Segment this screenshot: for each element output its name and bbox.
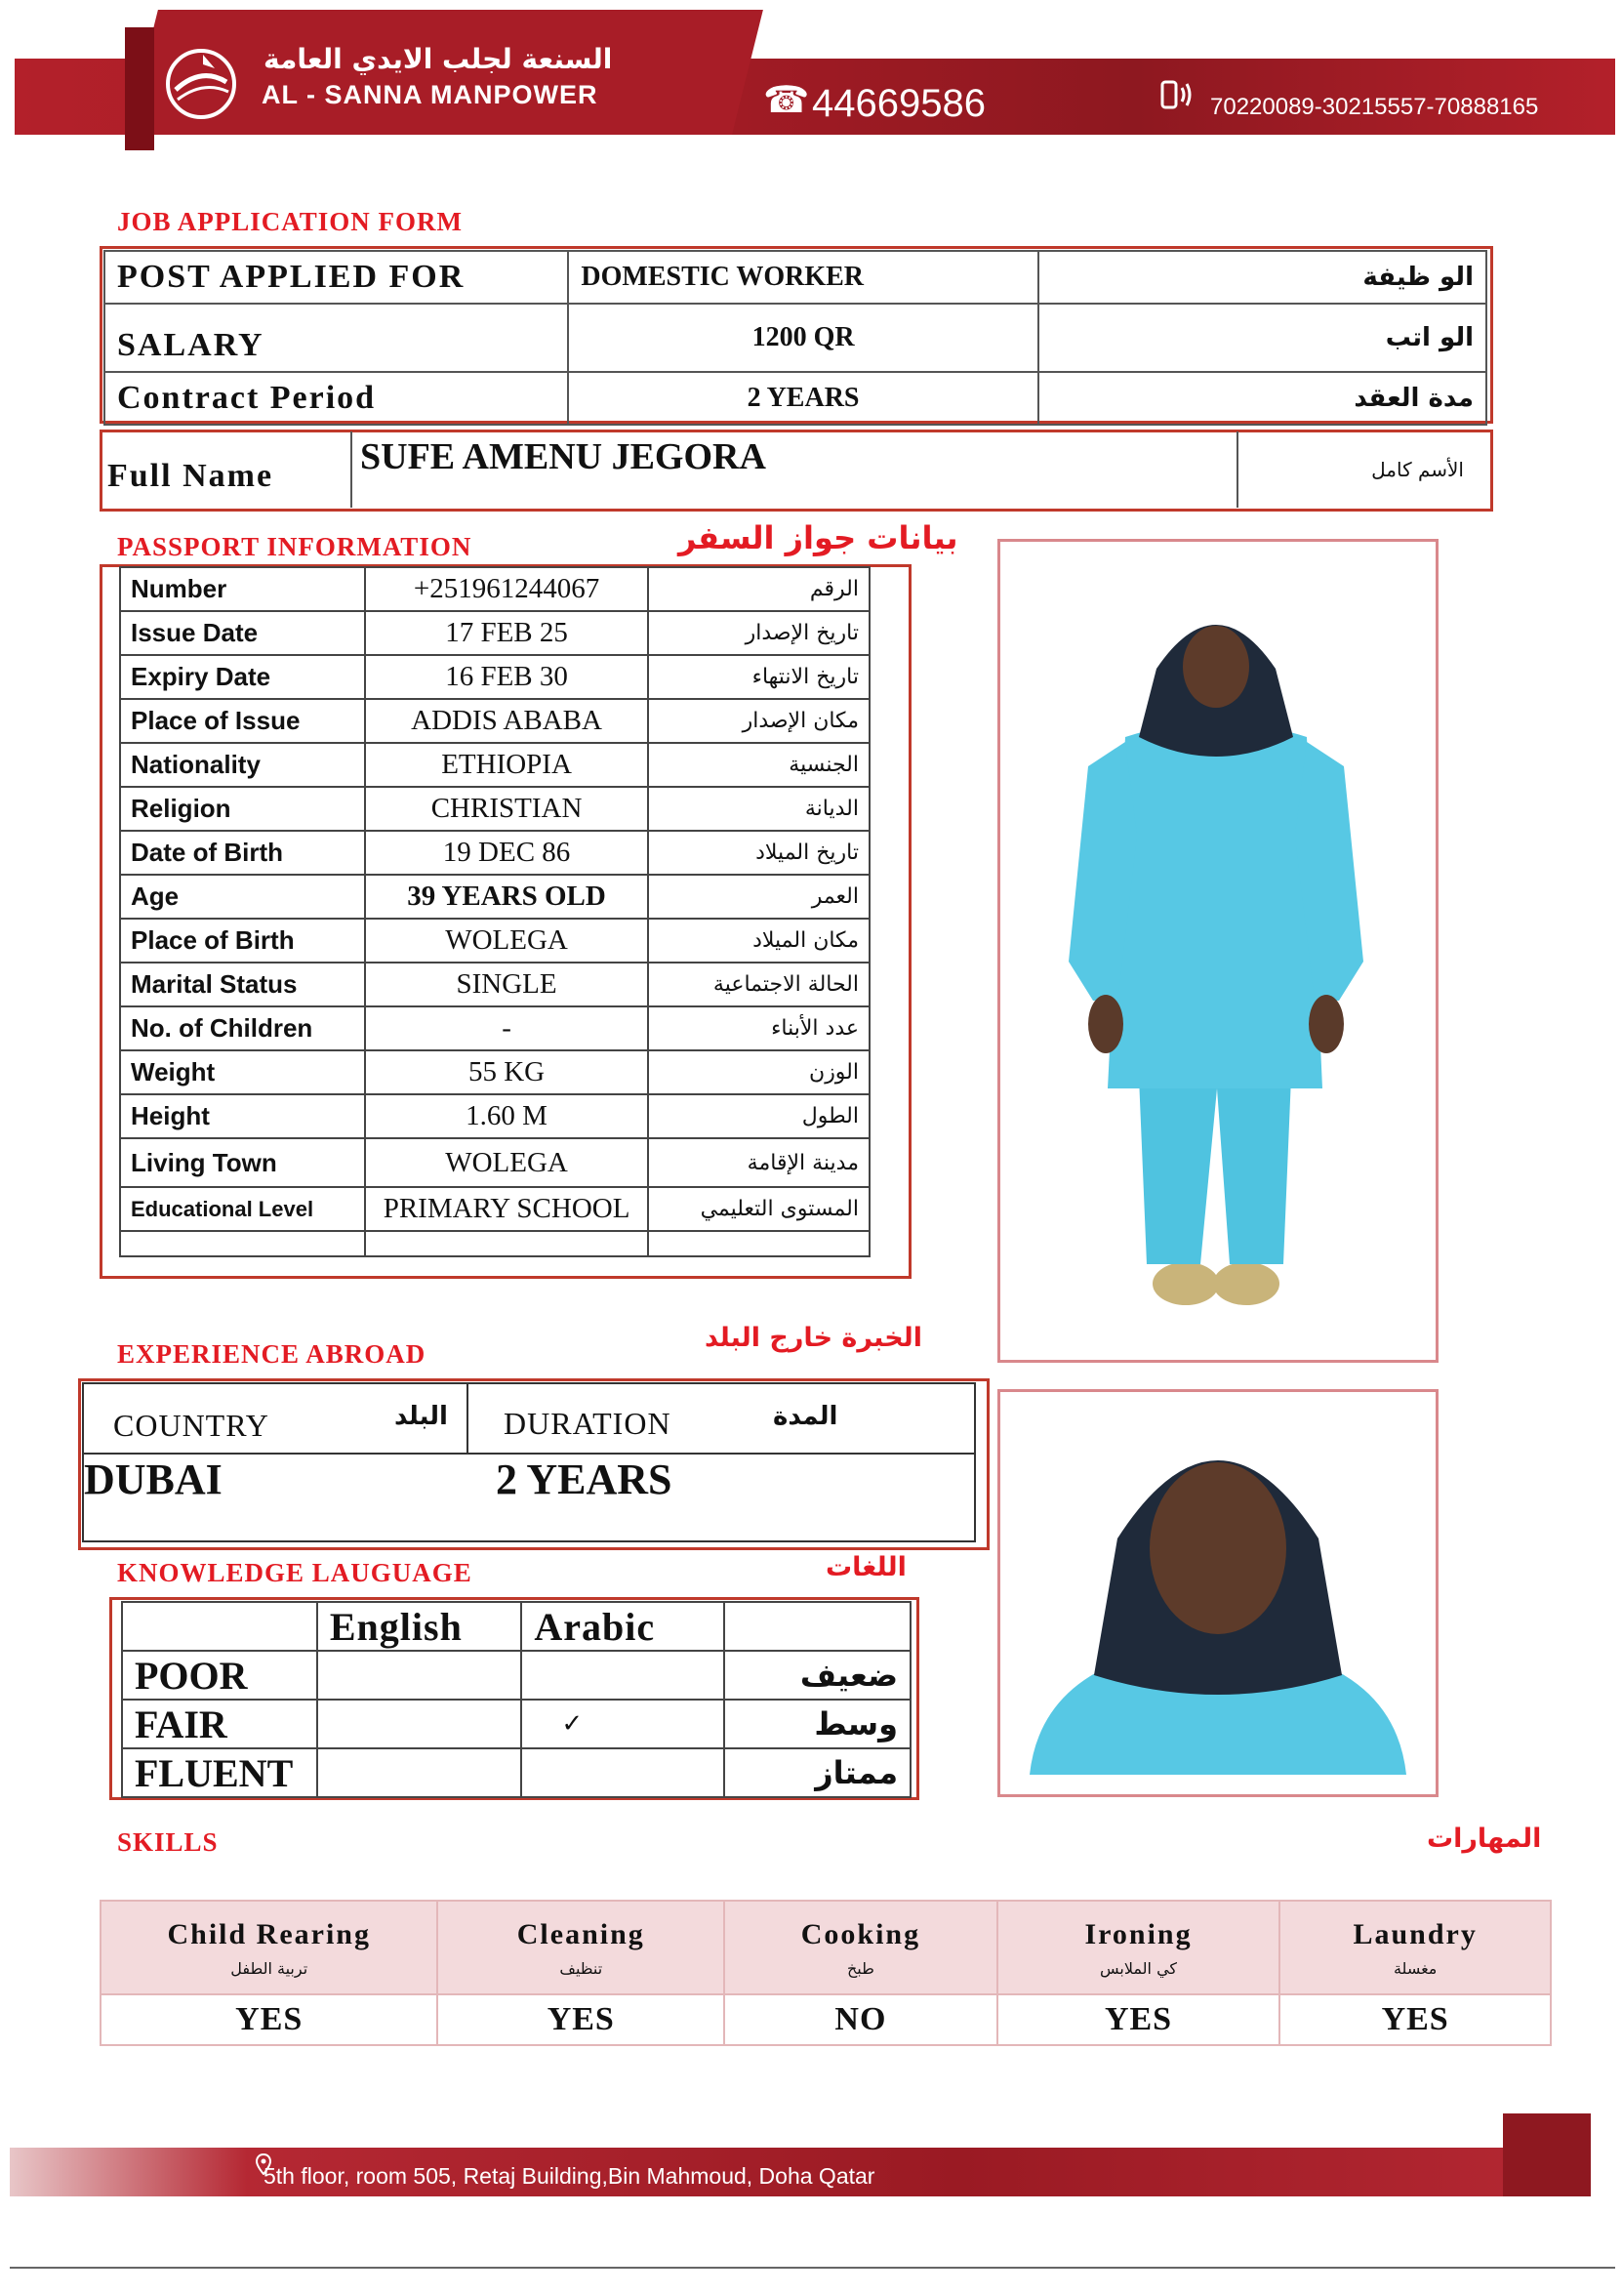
skill-header-cell — [101, 1901, 437, 1994]
passport-table — [119, 566, 871, 1257]
language-row — [122, 1748, 911, 1797]
english-level-mark — [317, 1651, 521, 1700]
salary-value: 1200 QR — [568, 304, 1037, 372]
skill-name: Cleaning — [516, 1917, 645, 1950]
passport-field-label: Place of Birth — [120, 919, 365, 963]
skill-name: Ironing — [1084, 1917, 1193, 1950]
passport-title: PASSPORT INFORMATION — [117, 532, 472, 561]
passport-field-label: Religion — [120, 787, 365, 831]
passport-row — [120, 875, 870, 919]
passport-field-label: Living Town — [120, 1138, 365, 1187]
passport-row — [120, 611, 870, 655]
passport-field-value: 17 FEB 25 — [365, 611, 647, 655]
passport-field-arabic: عدد الأبناء — [648, 1006, 870, 1050]
company-logo-icon — [164, 47, 238, 121]
passport-field-label: Expiry Date — [120, 655, 365, 699]
post-value: DOMESTIC WORKER — [568, 251, 1037, 304]
passport-field-label: Weight — [120, 1050, 365, 1094]
experience-country: DUBAI — [84, 1456, 223, 1503]
passport-field-label: Age — [120, 875, 365, 919]
passport-field-arabic: الرقم — [648, 567, 870, 611]
language-level: FAIR — [122, 1700, 317, 1748]
salary-label: SALARY — [104, 304, 568, 372]
mobile-numbers: 70220089-30215557-70888165 — [1210, 94, 1539, 120]
full-name-arabic: الأسم كامل — [1371, 458, 1464, 481]
skills-table — [100, 1900, 1552, 2046]
experience-title: EXPERIENCE ABROAD — [117, 1339, 426, 1369]
passport-row — [120, 919, 870, 963]
language-row — [122, 1700, 911, 1748]
skill-header-cell — [997, 1901, 1280, 1994]
passport-field-value: SINGLE — [365, 963, 647, 1006]
passport-field-arabic: تاريخ الميلاد — [648, 831, 870, 875]
language-level-arabic: ضعيف — [724, 1651, 911, 1700]
arabic-column-header: Arabic — [521, 1602, 723, 1651]
passport-field-arabic: الطول — [648, 1094, 870, 1138]
experience-duration: 2 YEARS — [496, 1456, 672, 1503]
passport-field-arabic: مدينة الإقامة — [648, 1138, 870, 1187]
skill-value: YES — [1279, 1994, 1551, 2045]
skill-header-cell — [1279, 1901, 1551, 1994]
country-header: COUNTRY — [113, 1408, 269, 1443]
english-level-mark — [317, 1748, 521, 1797]
company-name-arabic: السنعة لجلب الايدي العامة — [264, 43, 613, 75]
skill-name: Child Rearing — [167, 1917, 371, 1950]
footer-address: 5th floor, room 505, Retaj Building,Bin Mahmoud, Doha Qatar — [264, 2163, 875, 2189]
passport-field-label: Issue Date — [120, 611, 365, 655]
passport-row — [120, 1094, 870, 1138]
passport-field-value: WOLEGA — [365, 919, 647, 963]
passport-field-value: +251961244067 — [365, 567, 647, 611]
portrait-photo — [997, 1389, 1439, 1797]
passport-field-arabic: مكان الميلاد — [648, 919, 870, 963]
passport-row — [120, 1187, 870, 1231]
passport-row — [120, 787, 870, 831]
skill-value: YES — [101, 1994, 437, 2045]
passport-field-arabic: الوزن — [648, 1050, 870, 1094]
passport-field-value: CHRISTIAN — [365, 787, 647, 831]
language-title: KNOWLEDGE LAUGUAGE — [117, 1558, 472, 1587]
skill-value: NO — [724, 1994, 997, 2045]
passport-field-value: WOLEGA — [365, 1138, 647, 1187]
english-level-mark — [317, 1700, 521, 1748]
passport-field-value: - — [365, 1006, 647, 1050]
country-header-arabic: البلد — [394, 1402, 448, 1431]
experience-col-divider — [466, 1384, 468, 1453]
contract-row — [104, 372, 1486, 425]
post-table — [103, 250, 1487, 426]
contract-label-arabic: مدة العقد — [1038, 372, 1486, 425]
passport-field-arabic: العمر — [648, 875, 870, 919]
arabic-level-mark — [521, 1651, 723, 1700]
salary-row — [104, 304, 1486, 372]
skill-name: Laundry — [1353, 1917, 1478, 1950]
contract-label: Contract Period — [104, 372, 568, 425]
passport-row — [120, 699, 870, 743]
passport-field-arabic: المستوى التعليمي — [648, 1187, 870, 1231]
skills-title: SKILLS — [117, 1827, 219, 1857]
salary-label-arabic: الو اتب — [1038, 304, 1486, 372]
full-name-label: Full Name — [101, 431, 351, 508]
full-body-photo — [997, 539, 1439, 1363]
phone-number: 44669586 — [812, 82, 986, 125]
person-portrait-icon — [1000, 1392, 1436, 1794]
passport-field-value: 39 YEARS OLD — [365, 875, 647, 919]
skill-name-arabic: تنظيف — [559, 1958, 603, 1978]
language-row — [122, 1651, 911, 1700]
language-blank-header — [724, 1602, 911, 1651]
passport-field-arabic: الجنسية — [648, 743, 870, 787]
passport-field-arabic: الحالة الاجتماعية — [648, 963, 870, 1006]
language-corner-cell — [122, 1602, 317, 1651]
footer-accent-block — [1503, 2113, 1591, 2196]
skill-header-cell — [724, 1901, 997, 1994]
full-name-value: SUFE AMENU JEGORA — [351, 431, 1237, 508]
passport-row — [120, 1006, 870, 1050]
language-level-arabic: وسط — [724, 1700, 911, 1748]
experience-table — [82, 1382, 976, 1542]
skill-name-arabic: تربية الطفل — [230, 1958, 308, 1978]
passport-field-label: Nationality — [120, 743, 365, 787]
mobile-phone-icon — [1156, 76, 1196, 115]
passport-field-value: PRIMARY SCHOOL — [365, 1187, 647, 1231]
skill-header-cell — [437, 1901, 724, 1994]
passport-row — [120, 567, 870, 611]
passport-field-label: No. of Children — [120, 1006, 365, 1050]
passport-field-value: 19 DEC 86 — [365, 831, 647, 875]
passport-field-arabic: الديانة — [648, 787, 870, 831]
passport-title-arabic: بيانات جواز السفر — [678, 519, 958, 556]
skill-value: YES — [997, 1994, 1280, 2045]
passport-field-value: ADDIS ABABA — [365, 699, 647, 743]
post-label: POST APPLIED FOR — [104, 251, 568, 304]
page-bottom-line — [10, 2267, 1615, 2269]
skills-title-arabic: المهارات — [1427, 1824, 1542, 1854]
arabic-level-mark — [521, 1748, 723, 1797]
header-accent-bar — [125, 27, 154, 150]
contract-value: 2 YEARS — [568, 372, 1037, 425]
duration-header-arabic: المدة — [773, 1402, 838, 1431]
skill-name-arabic: كي الملابس — [1100, 1958, 1178, 1978]
passport-field-label: Marital Status — [120, 963, 365, 1006]
passport-row — [120, 655, 870, 699]
language-level-arabic: ممتاز — [724, 1748, 911, 1797]
passport-row — [120, 963, 870, 1006]
passport-row — [120, 831, 870, 875]
passport-field-arabic: مكان الإصدار — [648, 699, 870, 743]
arabic-level-mark: ✓ — [521, 1700, 723, 1748]
passport-empty-cell — [648, 1231, 870, 1256]
passport-field-arabic: تاريخ الانتهاء — [648, 655, 870, 699]
passport-row — [120, 1138, 870, 1187]
passport-field-label: Number — [120, 567, 365, 611]
passport-field-label: Educational Level — [120, 1187, 365, 1231]
form-title: JOB APPLICATION FORM — [117, 207, 464, 236]
passport-field-label: Date of Birth — [120, 831, 365, 875]
person-full-body-icon — [1000, 542, 1436, 1360]
english-column-header: English — [317, 1602, 521, 1651]
language-table — [121, 1601, 912, 1798]
full-name-table — [101, 431, 1487, 508]
skill-name-arabic: طبخ — [846, 1958, 874, 1978]
experience-title-arabic: الخبرة خارج البلد — [705, 1323, 923, 1353]
language-level: FLUENT — [122, 1748, 317, 1797]
passport-row — [120, 1050, 870, 1094]
passport-field-value: 55 KG — [365, 1050, 647, 1094]
passport-empty-cell — [365, 1231, 647, 1256]
language-level: POOR — [122, 1651, 317, 1700]
passport-empty-cell — [120, 1231, 365, 1256]
post-label-arabic: الو ظيفة — [1038, 251, 1486, 304]
passport-field-value: 16 FEB 30 — [365, 655, 647, 699]
passport-empty-row — [120, 1231, 870, 1256]
passport-row — [120, 743, 870, 787]
passport-field-value: 1.60 M — [365, 1094, 647, 1138]
post-row — [104, 251, 1486, 304]
passport-field-label: Place of Issue — [120, 699, 365, 743]
language-title-arabic: اللغات — [826, 1552, 907, 1582]
phone-icon: ☎ — [763, 80, 810, 121]
skill-value: YES — [437, 1994, 724, 2045]
company-name-english: AL - SANNA MANPOWER — [262, 80, 598, 109]
skill-name: Cooking — [800, 1917, 921, 1950]
passport-field-value: ETHIOPIA — [365, 743, 647, 787]
passport-field-arabic: تاريخ الإصدار — [648, 611, 870, 655]
passport-field-label: Height — [120, 1094, 365, 1138]
duration-header: DURATION — [504, 1406, 671, 1441]
skill-name-arabic: مغسلة — [1393, 1958, 1438, 1978]
